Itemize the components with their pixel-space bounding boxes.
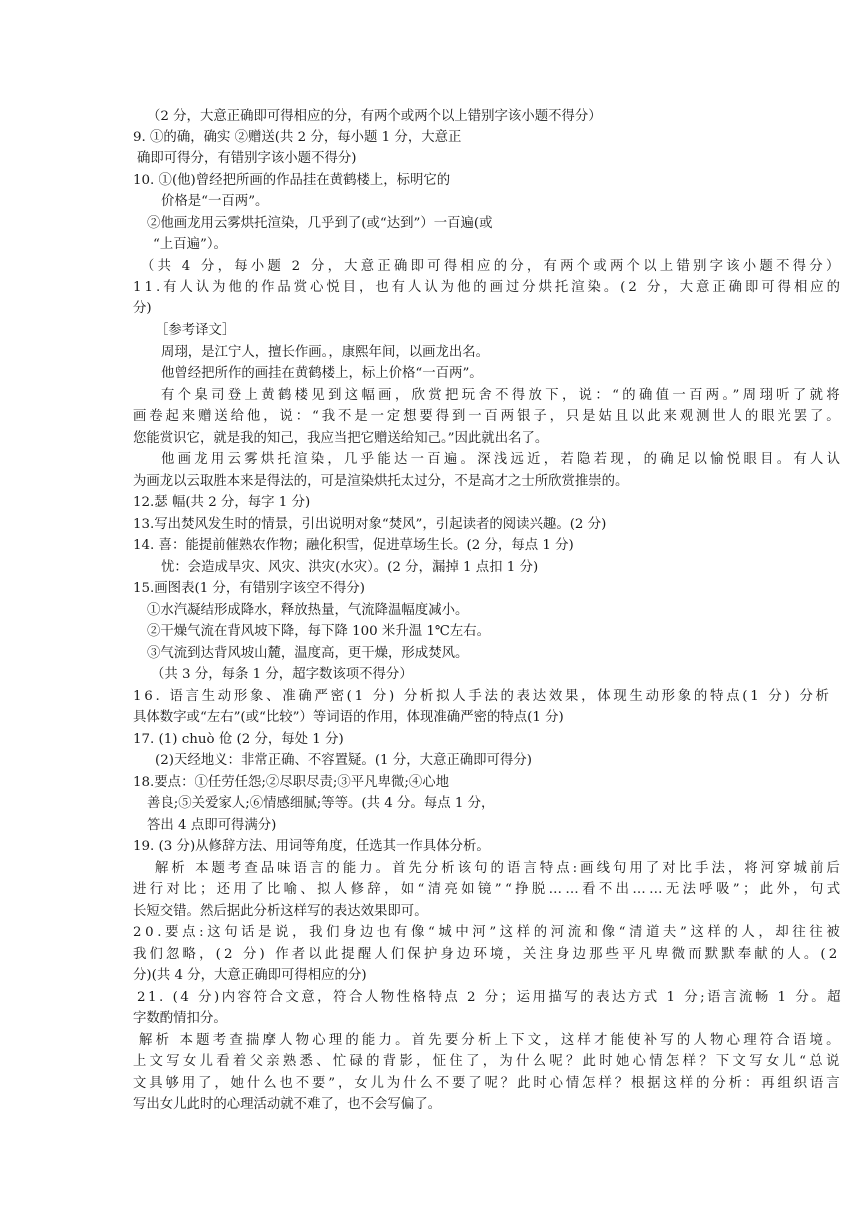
text-line: （共 3 分，每条 1 分，超字数该项不得分） [151,667,413,682]
text-line: 12.瑟 幅(共 2 分，每字 1 分) [133,495,311,510]
text-line: 19. (3 分)从修辞方法、用词等角度，任选其一作具体分析。 [133,839,490,854]
text-line: 20.要点:这句话是说，我们身边也有像“城中河”这样的河流和像“清道夫”这样的人，却往往被 [133,925,844,940]
text-line: 14. 喜：能提前催熟农作物；融化积雪，促进草场生长。(2 分，每点 1 分) [133,538,574,553]
text-line: 16. 语言生动形象、准确严密(1 分) 分析拟人手法的表达效果，体现生动形象的特点(1 分) 分析 [133,689,832,704]
text-line: 具体数字或“左右”(或“比较”）等词语的作用，体现准确严密的特点(1 分) [133,710,564,725]
text-line: 长短交错。然后据此分析这样写的表达效果即可。 [133,904,428,919]
text-line: 进行对比；还用了比喻、拟人修辞，如“清亮如镜”“挣脱……看不出……无法呼吸”；此外，句式 [133,882,844,897]
text-line: 分)(共 4 分，大意正确即可得相应的分) [133,968,367,983]
text-line: 13.写出焚风发生时的情景，引出说明对象“焚风”，引起读者的阅读兴趣。(2 分) [133,517,607,532]
text-line: ［参考译文］ [155,323,236,338]
text-line: 您能赏识它，就是我的知己，我应当把它赠送给知己。”因此就出名了。 [133,431,549,446]
text-line: ②他画龙用云雾烘托渲染，几乎到了(或“达到”）一百遍(或 [147,216,493,231]
text-line: 上文写女儿看着父亲熟悉、忙碌的背影，怔住了，为什么呢？此时她心情怎样？下文写女儿“总说 [133,1054,843,1069]
text-line: 有个臬司登上黄鹤楼见到这幅画，欣赏把玩舍不得放下，说：“的确值一百两。”周珝听了就将 [161,388,843,403]
text-line: （共 4 分，每小题 2 分，大意正确即可得相应的分，有两个或两个以上错别字该小题不得分） [141,259,843,274]
text-line: 他画龙用云雾烘托渲染，几乎能达一百遍。深浅远近，若隐若现，的确足以愉悦眼目。有人认 [161,452,844,467]
text-line: 价格是“一百两”。 [161,194,269,209]
text-line: ②干燥气流在背风坡下降，每下降 100 米升温 1℃左右。 [147,624,491,639]
text-line: 解析 本题考查品味语言的能力。首先分析该句的语言特点:画线句用了对比手法，将河穿城前后 [155,861,843,876]
text-line: 忧：会造成旱灾、风灾、洪灾(水灾）。(2 分，漏掉 1 点扣 1 分) [161,560,539,575]
text-line: （2 分，大意正确即可得相应的分，有两个或两个以上错别字该小题不得分） [147,109,602,124]
text-line: 确即可得分，有错别字该小题不得分) [137,151,357,166]
text-line: 文具够用了，她什么也不要”，女儿为什么不要了呢？此时心情怎样？根据这样的分析：再组织语言 [133,1076,843,1091]
text-line: 答出 4 点即可得满分) [147,818,277,833]
text-line: 周珝，是江宁人，擅长作画。，康熙年间，以画龙出名。 [161,345,490,360]
text-line: 他曾经把所作的画挂在黄鹤楼上，标上价格“一百两”。 [161,366,483,381]
text-line: 分) [133,301,152,316]
text-line: 15.画图表(1 分，有错别字该空不得分) [133,581,365,596]
text-line: 善良;⑤关爱家人;⑥情感细腻;等等。(共 4 分。每点 1 分， [147,796,495,811]
text-line: (2)天经地义：非常正确、不容置疑。(1 分，大意正确即可得分) [155,753,532,768]
text-line: 解析 本题考查揣摩人物心理的能力。首先要分析上下文，这样才能使补写的人物心理符合语境。 [139,1033,843,1048]
text-line: 10. ①(他)曾经把所画的作品挂在黄鹤楼上，标明它的 [133,173,451,188]
text-line: 17. (1) chuò 伧 (2 分，每处 1 分) [133,732,344,747]
text-line: 11.有人认为他的作品赏心悦目，也有人认为他的画过分烘托渲染。(2 分，大意正确即可得相应的 [133,280,843,295]
text-line: ③气流到达背风坡山麓，温度高，更干燥，形成焚风。 [147,646,469,661]
text-line: 21. (4 分)内容符合文意，符合人物性格特点 2 分；运用描写的表达方式 1 分;语言流畅 1 分。超 [137,990,844,1005]
text-line: 为画龙以云取胜本来是得法的，可是渲染烘托太过分，不是高才之士所欣赏推崇的。 [133,474,629,489]
text-line: ①水汽凝结形成降水，释放热量，气流降温幅度减小。 [147,603,469,618]
text-line: 18.要点：①任劳任怨;②尽职尽责;③平凡卑微;④心地 [133,775,450,790]
text-line: 字数酌情扣分。 [133,1011,227,1026]
text-line: 9. ①的确，确实 ②赠送(共 2 分，每小题 1 分，大意正 [133,130,462,145]
text-line: 画卷起来赠送给他，说：“我不是一定想要得到一百两银子，只是姑且以此来观测世人的眼光罢了。 [133,409,843,424]
text-line: “上百遍”）。 [153,237,227,252]
text-line: 写出女儿此时的心理活动就不难了，也不会写偏了。 [133,1097,441,1112]
text-line: 我们忽略，(2 分) 作者以此提醒人们保护身边环境，关注身边那些平凡卑微而默默奉献的人。(2 [133,947,841,962]
